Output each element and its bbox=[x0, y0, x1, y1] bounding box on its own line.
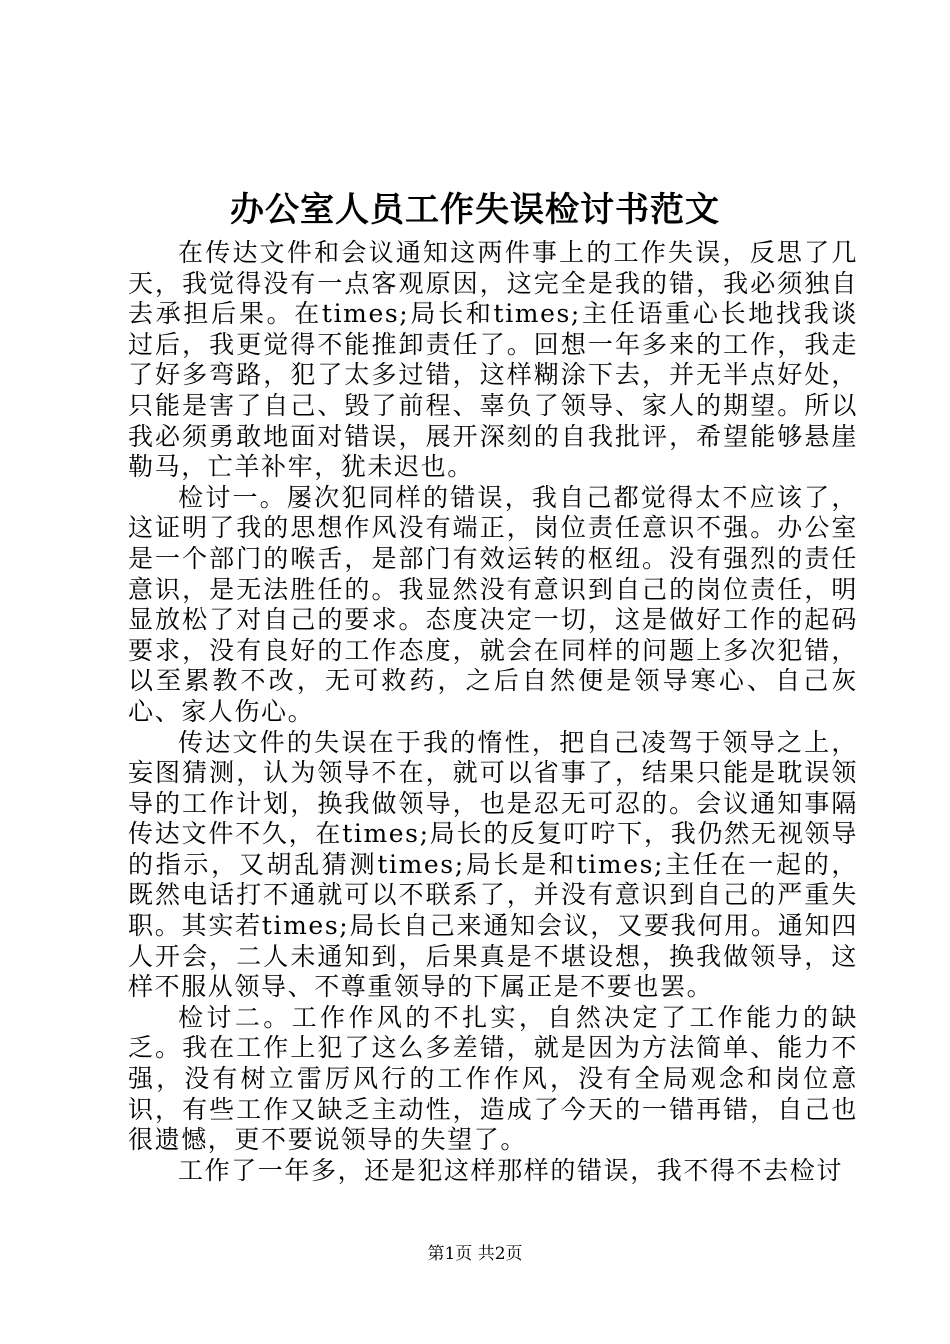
document-title: 办公室人员工作失误检讨书范文 bbox=[230, 190, 720, 230]
paragraph-review-one: 检讨一。屡次犯同样的错误，我自己都觉得太不应该了，这证明了我的思想作风没有端正，岗位责任意识不强。办公室是一个部门的喉舌，是部门有效运转的枢纽。没有强烈的责任意识，是无法胜任的。我显然没有意识到自己的岗位责任，明显放松了对自己的要求。态度决定一切，这是做好工作的起码要求，没有良好的工作态度，就会在同样的问题上多次犯错，以至累教不改，无可救药，之后自然便是领导寒心、自己灰心、家人伤心。 bbox=[128, 482, 858, 726]
page-number-footer: 第1页 共2页 bbox=[427, 1244, 523, 1264]
paragraph-closing: 工作了一年多，还是犯这样那样的错误，我不得不去检讨 bbox=[178, 1155, 844, 1185]
paragraph-document-error: 传达文件的失误在于我的惰性，把自己凌驾于领导之上，妄图猜测，认为领导不在，就可以省事了，结果只能是耽误领导的工作计划，换我做领导，也是忍无可忍的。会议通知事隔传达文件不久，在times;局长的反复叮咛下，我仍然无视领导的指示，又胡乱猜测times;局长是和times;主任在一起的，既然电话打不通就可以不联系了，并没有意识到自己的严重失职。其实若times;局长自己来通知会议，又要我何用。通知四人开会，二人未通知到，后果真是不堪设想，换我做领导，这样不服从领导、不尊重领导的下属正是不要也罢。 bbox=[128, 727, 858, 1002]
document-body bbox=[128, 238, 858, 1186]
paragraph-review-two: 检讨二。工作作风的不扎实，自然决定了工作能力的缺乏。我在工作上犯了这么多差错，就是因为方法简单、能力不强，没有树立雷厉风行的工作作风，没有全局观念和岗位意识，有些工作又缺乏主动性，造成了今天的一错再错，自己也很遗憾，更不要说领导的失望了。 bbox=[128, 1002, 858, 1155]
paragraph-intro: 在传达文件和会议通知这两件事上的工作失误，反思了几天，我觉得没有一点客观原因，这完全是我的错，我必须独自去承担后果。在times;局长和times;主任语重心长地找我谈过后，我更觉得不能推卸责任了。回想一年多来的工作，我走了好多弯路，犯了太多过错，这样糊涂下去，并无半点好处，只能是害了自己、毁了前程、辜负了领导、家人的期望。所以我必须勇敢地面对错误，展开深刻的自我批评，希望能够悬崖勒马，亡羊补牢，犹未迟也。 bbox=[128, 238, 858, 482]
